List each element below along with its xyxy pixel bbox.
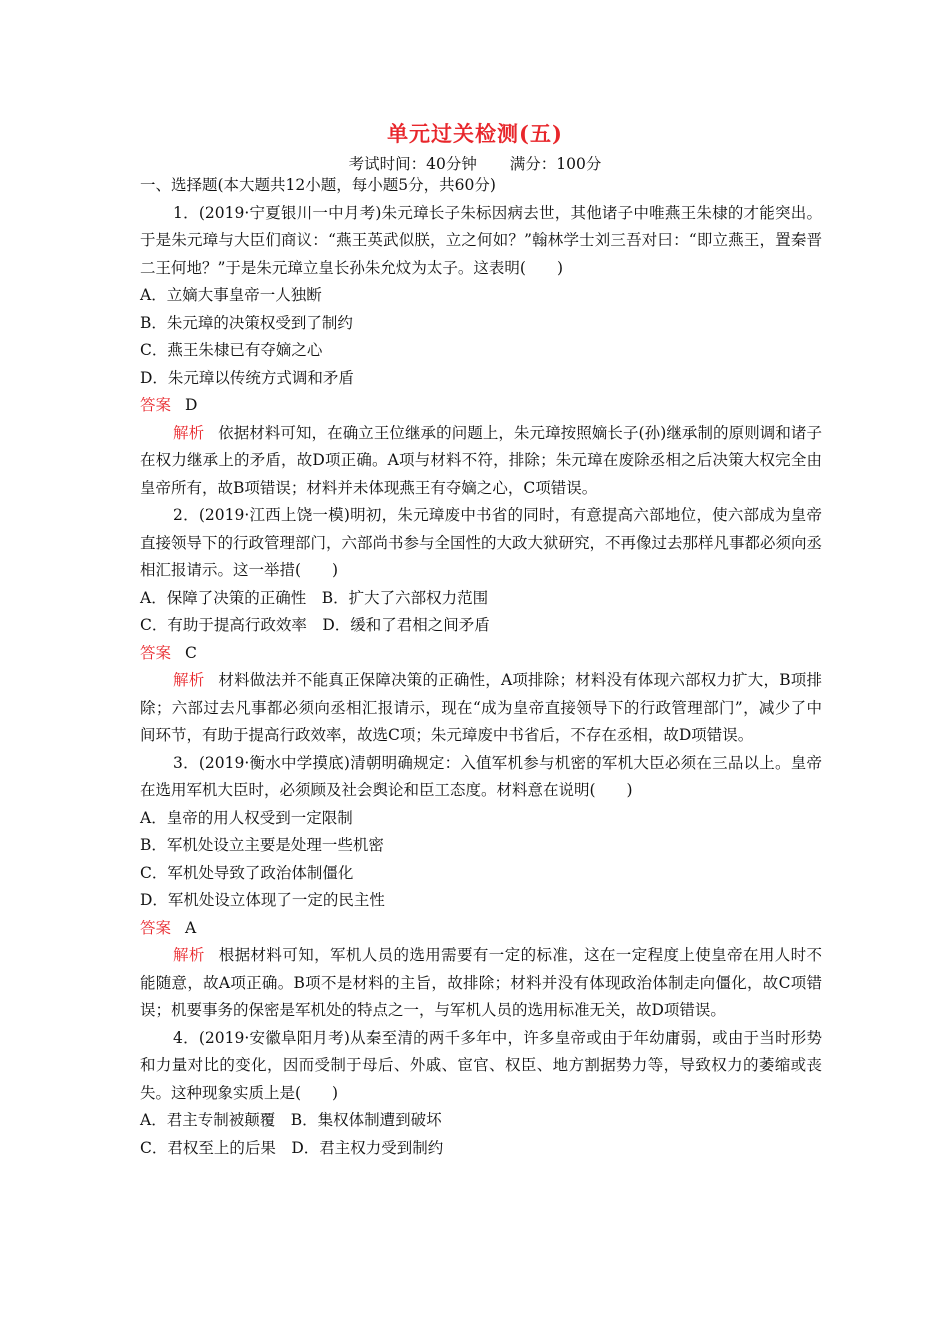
option: B．朱元璋的决策权受到了制约 <box>140 313 353 332</box>
analysis-line <box>140 667 822 750</box>
option: B．军机处设立主要是处理一些机密 <box>140 836 384 854</box>
option: A．君主专制被颠覆 B．集权体制遭到破坏 <box>140 1111 442 1129</box>
analysis-label: 解析 <box>173 946 205 964</box>
option: C．君权至上的后果 D．君主权力受到制约 <box>140 1138 444 1157</box>
option: D．朱元璋以传统方式调和矛盾 <box>140 368 354 387</box>
answer-line <box>140 640 822 668</box>
analysis-line <box>140 420 822 503</box>
option: D．军机处设立体现了一定的民主性 <box>140 891 385 909</box>
full-score: 满分：100分 <box>509 155 602 173</box>
exam-content <box>140 172 822 1162</box>
answer-value: A <box>185 918 197 937</box>
option: A．皇帝的用人权受到一定限制 <box>140 808 353 827</box>
answer-line <box>140 915 822 943</box>
answer-line <box>140 392 822 420</box>
analysis-text: 材料做法并不能真正保障决策的正确性，A项排除；材料没有体现六部权力扩大，B项排除；六部过去凡事都必须向丞相汇报请示，现在“成为皇帝直接领导下的行政管理部门”，减少了中间环节，有助于提高行政效率，故选C项；朱元璋废中书省后，不存在丞相，故D项错误。 <box>140 671 822 744</box>
question-stem: 1．(2019·宁夏银川一中月考)朱元璋长子朱标因病去世，其他诸子中唯燕王朱棣的才能突出。于是朱元璋与大臣们商议：“燕王英武似朕，立之何如？”翰林学士刘三吾对曰：“即立燕王，置秦晋二王何地？”于是朱元璋立皇长孙朱允炆为太子。这表明( ) <box>140 203 822 277</box>
document-title: 单元过关检测(五) <box>387 121 563 146</box>
analysis-label: 解析 <box>173 423 205 442</box>
exam-time: 考试时间：40分钟 <box>348 155 477 173</box>
analysis-text: 依据材料可知，在确立王位继承的问题上，朱元璋按照嫡长子(孙)继承制的原则调和诸子在权力继承上的矛盾，故D项正确。A项与材料不符，排除；朱元璋在废除丞相之后决策大权完全由皇帝所有，故B项错误；材料并未体现燕王有夺嫡之心，C项错误。 <box>140 423 822 497</box>
option: C．燕王朱棣已有夺嫡之心 <box>140 341 323 359</box>
question-stem: 4．(2019·安徽阜阳月考)从秦至清的两千多年中，许多皇帝或由于年幼庸弱，或由于当时形势和力量对比的变化，因而受制于母后、外戚、宦官、权臣、地方割据势力等，导致权力的萎缩或丧失。这种现象实质上是( ) <box>140 1028 822 1102</box>
option: A．立嫡大事皇帝一人独断 <box>140 286 322 304</box>
question-stem: 2．(2019·江西上饶一模)明初，朱元璋废中书省的同时，有意提高六部地位，使六部成为皇帝直接领导下的行政管理部门，六部尚书参与全国性的大政大狱研究，不再像过去那样凡事都必须向丞相汇报请示。这一举措( ) <box>140 506 823 579</box>
option: A．保障了决策的正确性 B．扩大了六部权力范围 <box>140 588 489 607</box>
analysis-label: 解析 <box>173 671 205 689</box>
analysis-line <box>140 942 822 1025</box>
answer-value: C <box>185 643 197 662</box>
exam-meta <box>0 152 950 174</box>
analysis-text: 根据材料可知，军机人员的选用需要有一定的标准，这在一定程度上使皇帝在用人时不能随意，故A项正确。B项不是材料的主旨，故排除；材料并没有体现政治体制走向僵化，故C项错误；机要事务的保密是军机处的特点之一，与军机人员的选用标准无关，故D项错误。 <box>140 946 822 1019</box>
option: C．军机处导致了政治体制僵化 <box>140 863 354 882</box>
question-stem: 3．(2019·衡水中学摸底)清朝明确规定：入值军机参与机密的军机大臣必须在三品以上。皇帝在选用军机大臣时，必须顾及社会舆论和臣工态度。材料意在说明( ) <box>140 753 822 799</box>
option: C．有助于提高行政效率 D．缓和了君相之间矛盾 <box>140 616 490 634</box>
section-heading: 一、选择题(本大题共12小题，每小题5分，共60分) <box>140 176 496 194</box>
answer-label: 答案 <box>140 396 172 414</box>
answer-value: D <box>185 396 198 414</box>
answer-label: 答案 <box>140 643 172 662</box>
answer-label: 答案 <box>140 918 172 937</box>
